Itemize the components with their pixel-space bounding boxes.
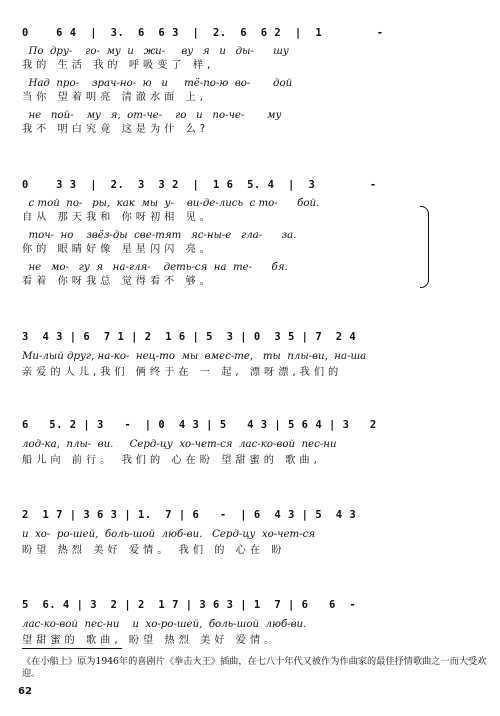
lyric-line: По дру- го- му и жи- ву я и ды- шу <box>22 46 289 57</box>
lyric-line: 船儿向 前行。 我们的 心在盼 望甜蜜的 歌曲, <box>22 455 321 466</box>
notation-row: 6 5. 2 | 3 - | 0 4 3 | 5 4 3 | 5 6 4 | 3 2 <box>22 419 377 431</box>
lyric-line: 亲爱的人儿,我们 俩终于在 一 起, 漂呀漂,我们的 <box>22 367 343 378</box>
lyric-line: 我不 明白究竟 这是为什 么? <box>22 124 210 135</box>
lyric-line: 我的 生活 我的 呼吸变了 样, <box>22 60 215 71</box>
lyric-line: Над про- зрач-но- ю и тё-по-ю во- дой <box>22 78 293 89</box>
lyric-line: Ми-лый друг, на-ко- нец-то мы вмес-те, ты плы-ви, на-ша <box>22 351 367 362</box>
notation-row: 5 6. 4 | 3 2 | 2 1 7 | 3 6 3 | 1 7 | 6 6 - <box>22 599 357 611</box>
footnote: 《在小船上》原为1946年的喜剧片《拳击大王》插曲，在七八十年代又被作为作曲家的最佳抒情歌曲之一而大受欢迎。 <box>22 656 487 679</box>
lyric-line: с той по- ры, как мы у- ви-де-лись с то- бой. <box>22 198 320 209</box>
lyric-line: 自从 那天我和 你呀初相 见。 <box>22 212 214 223</box>
footnote-rule <box>22 648 122 649</box>
lyric-line: 看着 你呀我总 觉得看不 够。 <box>22 276 214 287</box>
lyric-line: точ- но звёз-ды све-тят яс-ны-е гла- за. <box>22 230 297 241</box>
lyric-line: лас-ко-вой пес-ни и хо-ро-шей, боль-шой люб-ви. <box>22 619 307 630</box>
page-number: 62 <box>18 686 32 697</box>
lyric-line: не мо- гу я на-гля- деть-ся на те- бя. <box>22 262 288 273</box>
lyric-line: и хо- ро-шей, боль-шой люб-ви. Серд-цу хо-чет-ся <box>22 529 316 540</box>
notation-row: 0 3 3 | 2. 3 3 2 | 1 6 5. 4 | 3 - <box>22 179 377 191</box>
lyric-line: лод-ка, плы- ви. Серд-цу хо-чет-ся лас-ко-вой пес-ни <box>22 439 337 450</box>
repeat-brace <box>420 206 429 288</box>
lyric-line: 当你 望着明亮 清澈水面 上, <box>22 92 208 103</box>
lyric-line: 盼望 热烈 美好 爱情。 我们 的 心在 盼 <box>22 545 286 556</box>
notation-row: 3 4 3 | 6 7 1 | 2 1 6 | 5 3 | 0 3 5 | 7 2 4 <box>22 331 357 343</box>
lyric-line: не пой- му я, от-че- го и по-че- му <box>22 110 282 121</box>
lyric-line: 你的 眼睛好像 星星闪闪 亮。 <box>22 244 214 255</box>
notation-row: 0 6 4 | 3. 6 6 3 | 2. 6 6 2 | 1 - <box>22 27 384 39</box>
notation-row: 2 1 7 | 3 6 3 | 1. 7 | 6 - | 6 4 3 | 5 4 3 <box>22 509 357 521</box>
lyric-line: 望甜蜜的 歌曲, 盼望 热烈 美好 爱情。 <box>22 635 279 646</box>
